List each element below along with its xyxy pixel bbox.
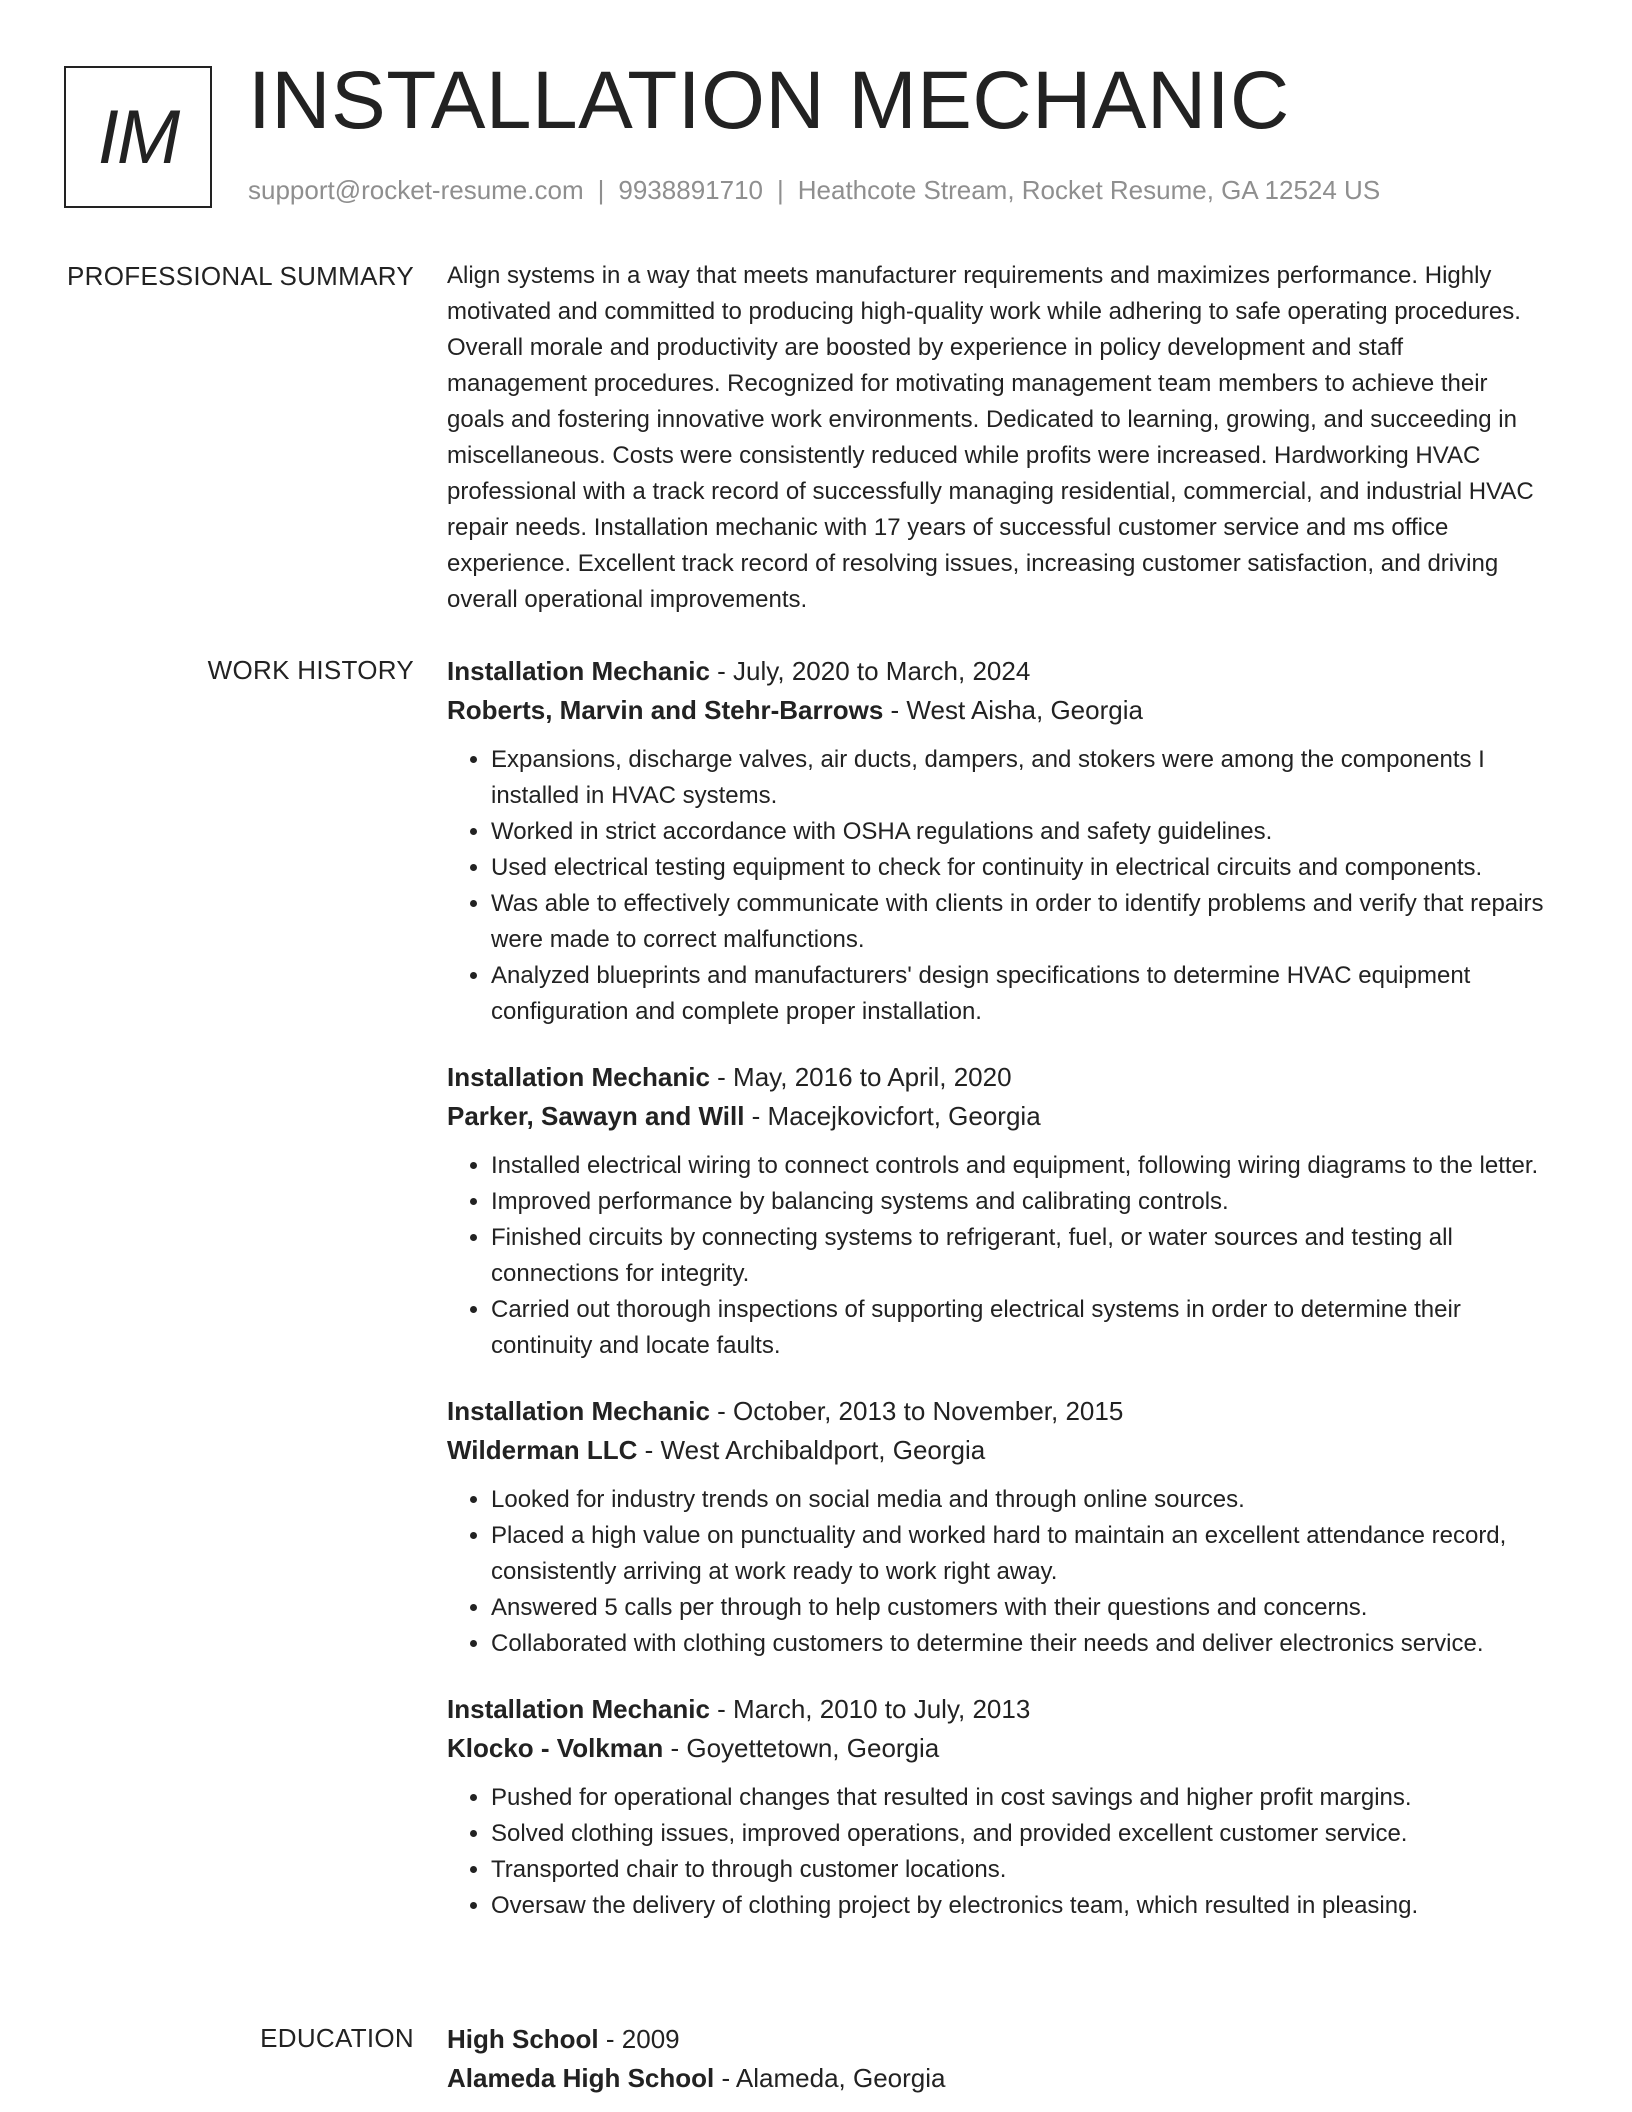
job-company: Parker, Sawayn and Will [447, 1101, 745, 1131]
job-bullet: • Finished circuits by connecting systems to refrigerant, fuel, or water sources and testing all connections for integrity. [491, 1220, 1547, 1292]
job-company: Klocko - Volkman [447, 1733, 664, 1763]
job-location: - West Archibaldport, Georgia [637, 1435, 986, 1465]
contact-line [248, 175, 1380, 206]
job-title: Installation Mechanic [447, 1062, 710, 1092]
summary-label: PROFESSIONAL SUMMARY [67, 261, 414, 291]
job-bullet: • Used electrical testing equipment to check for continuity in electrical circuits and components. [491, 850, 1547, 886]
job-company: Roberts, Marvin and Stehr-Barrows [447, 695, 884, 725]
job-entry [447, 1392, 1547, 1662]
job-bullet: • Collaborated with clothing customers to determine their needs and deliver electronics service. [491, 1626, 1547, 1662]
job-bullet: • Looked for industry trends on social media and through online sources. [491, 1482, 1547, 1518]
job-title-line [447, 1392, 1547, 1431]
job-title: Installation Mechanic [447, 1396, 710, 1426]
job-bullet: • Transported chair to through customer locations. [491, 1852, 1547, 1888]
work-history-body [447, 652, 1547, 1952]
job-company: Wilderman LLC [447, 1435, 638, 1465]
job-location: - West Aisha, Georgia [883, 695, 1143, 725]
job-bullet: • Expansions, discharge valves, air ducts, dampers, and stokers were among the components I installed in HVAC systems. [491, 742, 1547, 814]
job-dates: - May, 2016 to April, 2020 [709, 1062, 1012, 1092]
work-history-label: WORK HISTORY [207, 655, 414, 685]
job-location: - Goyettetown, Georgia [663, 1733, 940, 1763]
education-body [447, 2020, 1547, 2098]
job-company-line [447, 1729, 1547, 1768]
job-bullet: • Analyzed blueprints and manufacturers' design specifications to determine HVAC equipment configuration and complete proper installation. [491, 958, 1547, 1030]
education-location: - Alameda, Georgia [714, 2063, 946, 2093]
job-bullets [447, 1482, 1547, 1662]
job-title-line [447, 652, 1547, 691]
job-title: Installation Mechanic [447, 1694, 710, 1724]
contact-separator: | [777, 175, 784, 205]
job-bullet: • Installed electrical wiring to connect controls and equipment, following wiring diagrams to the letter. [491, 1148, 1547, 1184]
contact-email[interactable]: support@rocket-resume.com [248, 175, 584, 205]
job-location: - Macejkovicfort, Georgia [744, 1101, 1041, 1131]
job-entry [447, 652, 1547, 1030]
job-bullet: • Carried out thorough inspections of supporting electrical systems in order to determine their continuity and locate faults. [491, 1292, 1547, 1364]
job-bullet: • Oversaw the delivery of clothing project by electronics team, which resulted in pleasing. [491, 1888, 1547, 1924]
job-title: Installation Mechanic [447, 656, 710, 686]
job-bullets [447, 742, 1547, 1030]
education-school-line [447, 2059, 1547, 2098]
job-company-line [447, 1431, 1547, 1470]
job-bullet: • Solved clothing issues, improved operations, and provided excellent customer service. [491, 1816, 1547, 1852]
job-entry [447, 1690, 1547, 1924]
education-year: - 2009 [598, 2024, 680, 2054]
job-title-line [447, 1690, 1547, 1729]
contact-address: Heathcote Stream, Rocket Resume, GA 12524 US [797, 175, 1381, 205]
job-dates: - October, 2013 to November, 2015 [709, 1396, 1124, 1426]
contact-phone[interactable]: 9938891710 [618, 175, 763, 205]
job-company-line [447, 691, 1547, 730]
summary-text: Align systems in a way that meets manufacturer requirements and maximizes performance. Highly motivated and committed to producing high-quality work while adhering to safe operating procedures. Overall morale and productivity are boosted by experience in policy development and staff management procedures. Recognized for motivating management team members to achieve their goals and fostering innovative work environments. Dedicated to learning, growing, and succeeding in miscellaneous. Costs were consistently reduced while profits were increased. Hardworking HVAC professional with a track record of successfully managing residential, commercial, and industrial HVAC repair needs. Installation mechanic with 17 years of successful customer service and ms office experience. Excellent track record of resolving issues, increasing customer satisfaction, and driving overall operational improvements. [447, 262, 1534, 613]
job-entry [447, 1058, 1547, 1364]
resume-name: INSTALLATION MECHANIC [248, 55, 1290, 146]
job-bullet: • Worked in strict accordance with OSHA regulations and safety guidelines. [491, 814, 1547, 850]
job-bullet: • Pushed for operational changes that resulted in cost savings and higher profit margins. [491, 1780, 1547, 1816]
education-degree: High School [447, 2024, 599, 2054]
job-dates: - July, 2020 to March, 2024 [709, 656, 1031, 686]
summary-body [447, 258, 1547, 618]
job-bullet: • Placed a high value on punctuality and worked hard to maintain an excellent attendance record, consistently arriving at work ready to work right away. [491, 1518, 1547, 1590]
job-bullet: • Was able to effectively communicate with clients in order to identify problems and verify that repairs were made to correct malfunctions. [491, 886, 1547, 958]
monogram-logo: IM [64, 66, 212, 208]
job-bullets [447, 1148, 1547, 1364]
job-dates: - March, 2010 to July, 2013 [709, 1694, 1031, 1724]
job-title-line [447, 1058, 1547, 1097]
education-label: EDUCATION [260, 2023, 414, 2053]
job-company-line [447, 1097, 1547, 1136]
education-degree-line [447, 2020, 1547, 2059]
job-bullet: • Answered 5 calls per through to help customers with their questions and concerns. [491, 1590, 1547, 1626]
contact-separator: | [597, 175, 605, 205]
job-bullets [447, 1780, 1547, 1924]
job-bullet: • Improved performance by balancing systems and calibrating controls. [491, 1184, 1547, 1220]
education-school: Alameda High School [447, 2063, 715, 2093]
